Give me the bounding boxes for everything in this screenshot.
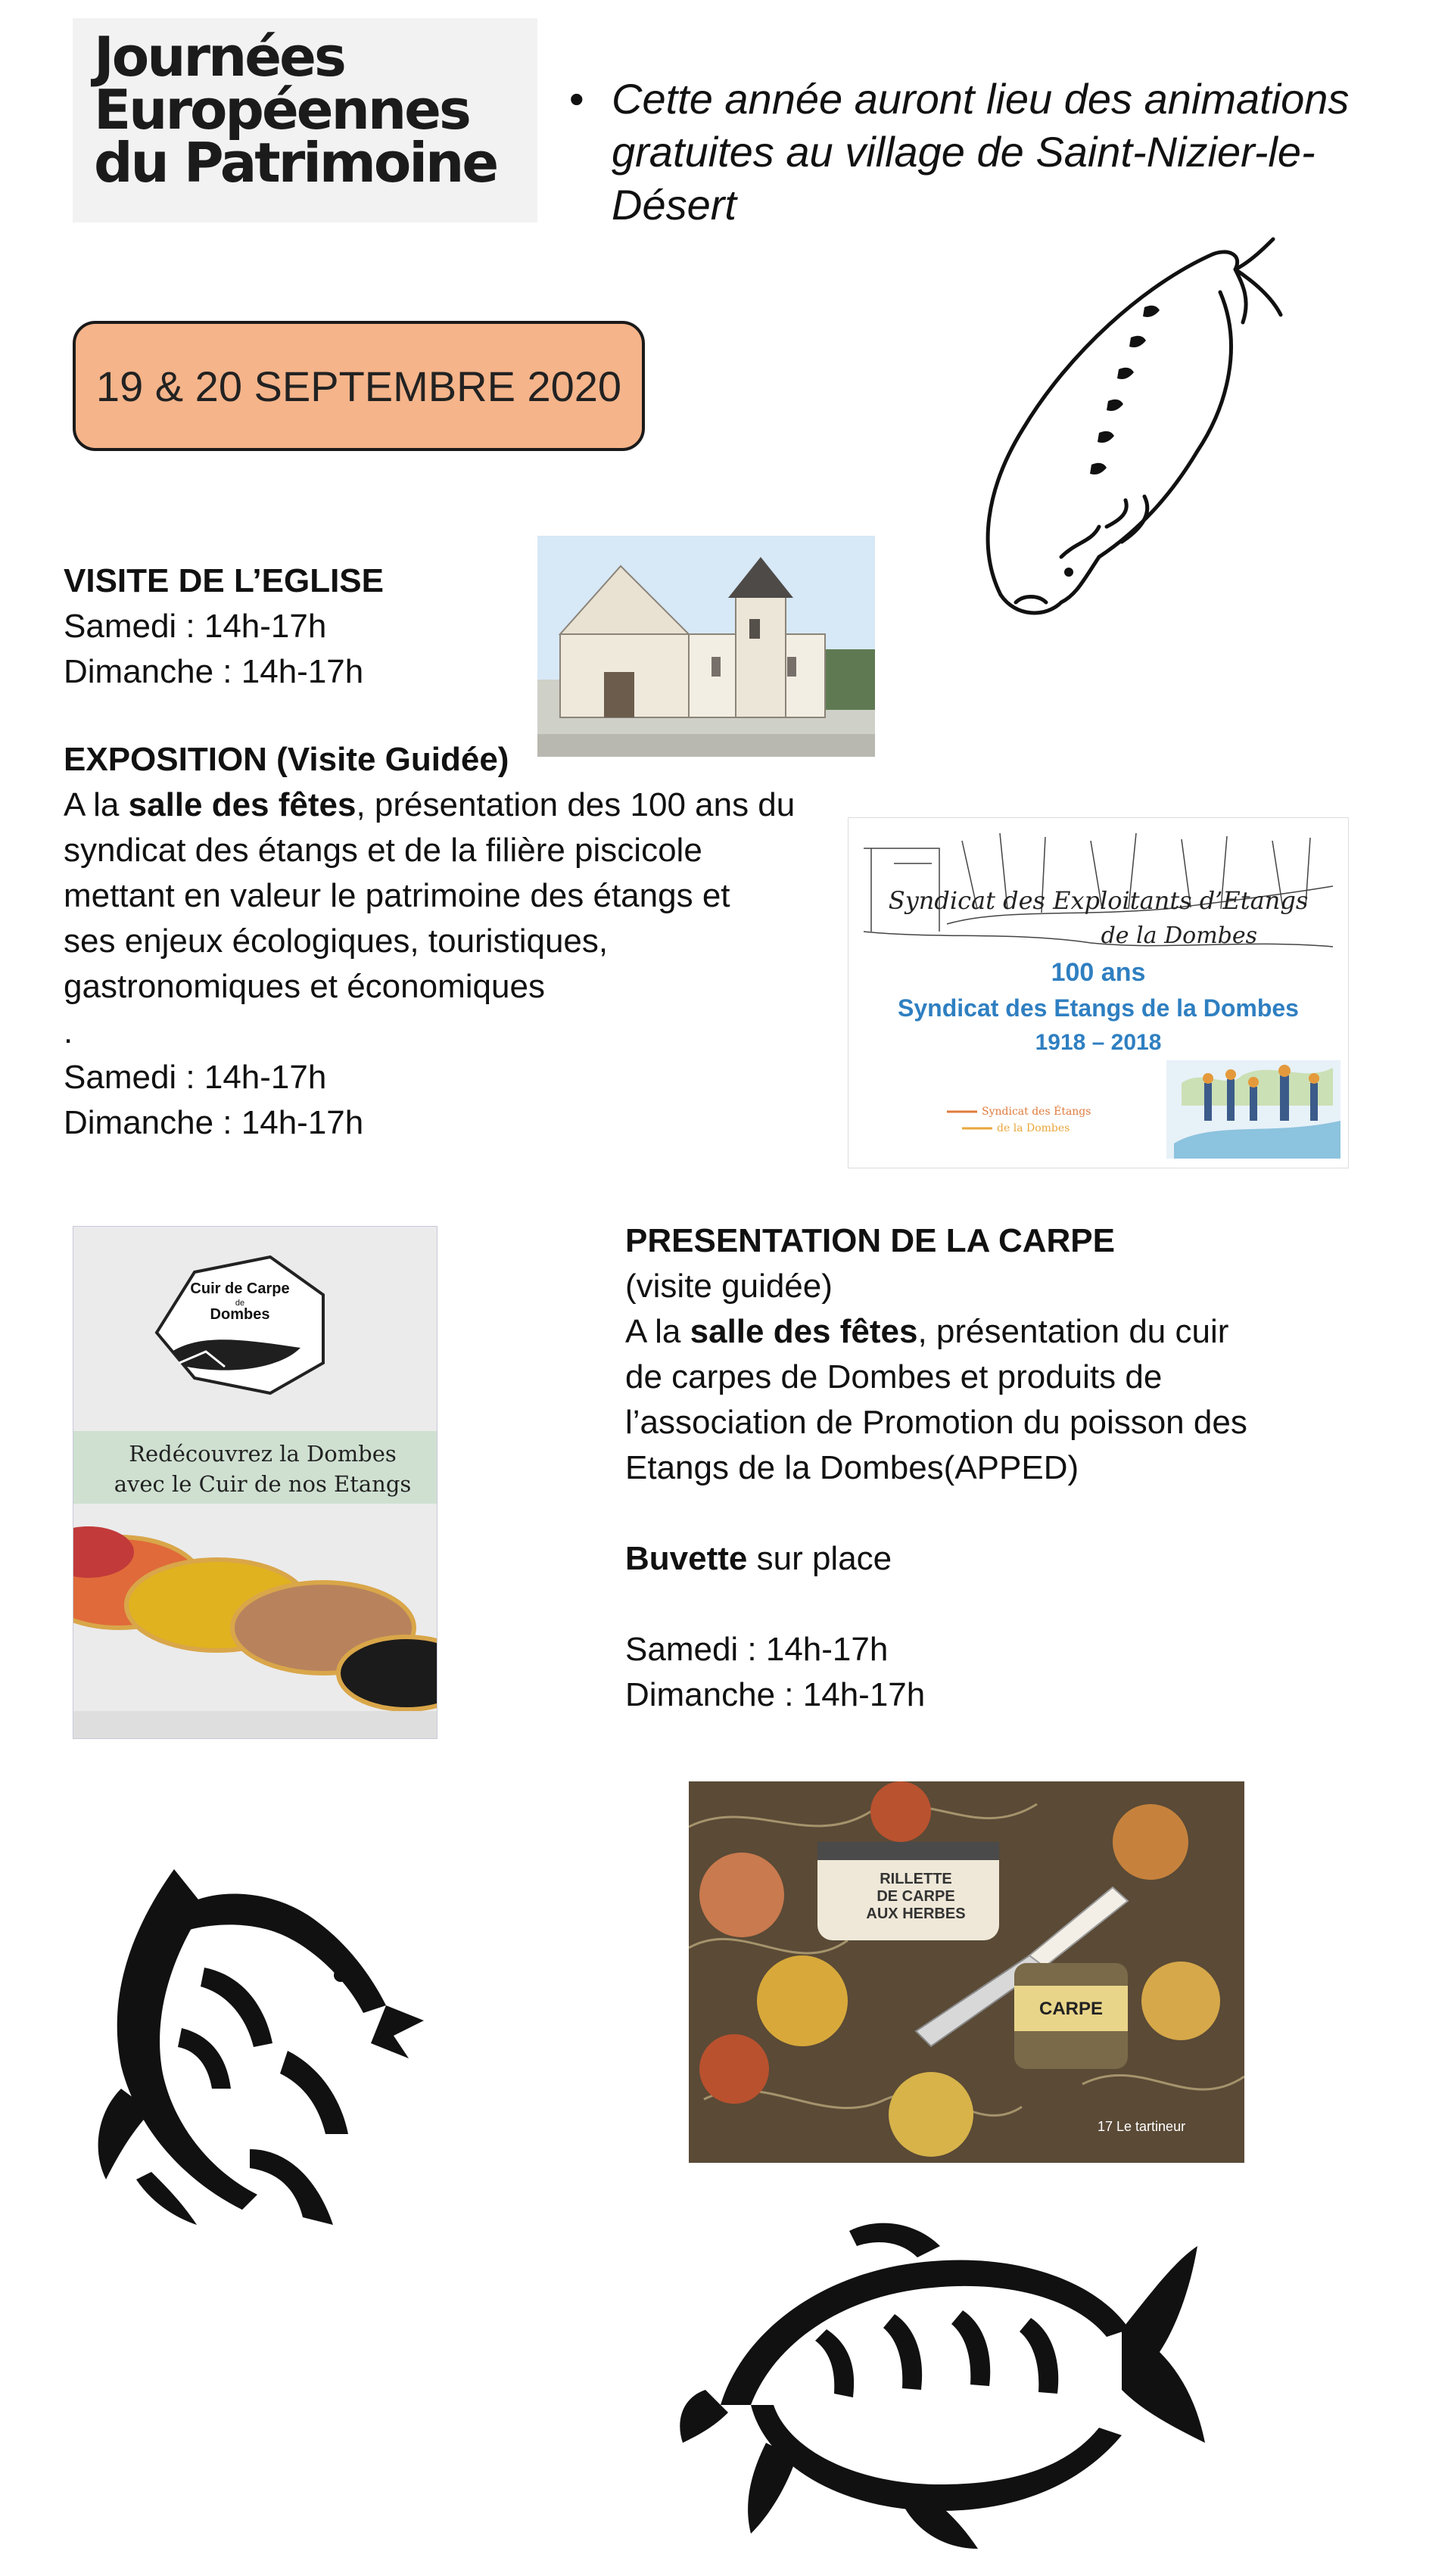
buvette-line [625, 1536, 1382, 1582]
desc-prefix: A la [625, 1313, 690, 1350]
eglise-title: VISITE DE L’EGLISE [64, 562, 384, 599]
syndicat-header-line-2: de la Dombes [1101, 922, 1257, 949]
cuir-caption-line-1: Redécouvrez la Dombes [129, 1441, 397, 1467]
exposition-desc-line-3: mettant en valeur le patrimoine des étangs et [64, 877, 730, 914]
carpe-desc-line-2: de carpes de Dombes et produits de [625, 1358, 1163, 1395]
intro-bullet-item [569, 73, 1409, 232]
desc-prefix: A la [64, 786, 129, 823]
carpe-subtitle: (visite guidée) [625, 1268, 833, 1305]
exposition-title: EXPOSITION (Visite Guidée) [64, 741, 509, 778]
carp-tribal-icon [91, 1862, 439, 2232]
cuir-de-carpe-image [73, 1226, 437, 1739]
exposition-desc-line-4: ses enjeux écologiques, touristiques, [64, 922, 609, 960]
spacer [625, 1491, 1382, 1536]
watercolor-figures [1166, 1060, 1340, 1159]
logo-line-3: du Patrimoine [94, 131, 497, 194]
carp-products-photo [689, 1781, 1244, 2163]
carp-tribal-icon [675, 2216, 1205, 2550]
syndicat-period: 1918 – 2018 [1035, 1030, 1162, 1055]
exposition-desc-line-1 [64, 782, 828, 828]
carpe-saturday-hours: Samedi : 14h-17h [625, 1631, 889, 1668]
carpe-jar [1014, 1963, 1128, 2069]
salle-des-fetes-bold: salle des fêtes [128, 786, 357, 823]
syndicat-name: Syndicat des Etangs de la Dombes [898, 994, 1299, 1022]
badge-line-2: de [235, 1299, 245, 1308]
exposition-desc-line-2: syndicat des étangs et de la filière piscicole [64, 832, 702, 869]
products-corner-caption: 17 Le tartineur [1098, 2119, 1186, 2134]
date-badge: 19 & 20 SEPTEMBRE 2020 [73, 321, 645, 451]
bullet-icon: • [569, 75, 584, 123]
logo-line-1: Journées [94, 25, 344, 89]
carpe-desc-line-1 [625, 1309, 1382, 1355]
rillette-jar [817, 1842, 999, 1940]
syndicat-small-line-2: de la Dombes [997, 1122, 1070, 1134]
exposition-sunday-hours: Dimanche : 14h-17h [64, 1104, 364, 1141]
cuir-caption-line-2: avec le Cuir de nos Etangs [114, 1471, 412, 1497]
badge-line-1: Cuir de Carpe [190, 1280, 290, 1297]
eglise-saturday-hours: Samedi : 14h-17h [64, 608, 327, 645]
buvette-bold: Buvette [625, 1540, 748, 1577]
exposition-desc-line-5: gastronomiques et économiques [64, 968, 545, 1005]
eglise-section [64, 558, 533, 695]
jar-line-1: RILLETTE [880, 1871, 952, 1887]
spacer [625, 1582, 1382, 1627]
jar-line-3: AUX HERBES [866, 1906, 966, 1922]
carpe-title: PRESENTATION DE LA CARPE [625, 1222, 1116, 1259]
church-photo [537, 536, 875, 757]
carpe-desc-line-3: l’association de Promotion du poisson des [625, 1404, 1247, 1441]
carpe-section [625, 1218, 1382, 1718]
buvette-rest: sur place [747, 1540, 892, 1577]
carpe-sunday-hours: Dimanche : 14h-17h [625, 1676, 926, 1713]
exposition-saturday-hours: Samedi : 14h-17h [64, 1059, 327, 1096]
syndicat-years-label: 100 ans [1051, 958, 1146, 987]
desc-line-1-rest: , présentation des 100 ans du [356, 786, 796, 823]
syndicat-header-line-1: Syndicat des Exploitants d’Etangs [888, 886, 1309, 915]
exposition-section [64, 737, 828, 1146]
intro-text: Cette année auront lieu des animations gratuites au village de Saint-Nizier-le-Désert [612, 75, 1350, 229]
desc-line-1-rest: , présentation du cuir [917, 1313, 1229, 1350]
carpe-desc-line-4: Etangs de la Dombes(APPED) [625, 1449, 1079, 1486]
journees-patrimoine-logo [73, 18, 537, 222]
jar-line-2: DE CARPE [877, 1888, 955, 1905]
exposition-dot: . [64, 1013, 73, 1050]
syndicat-small-line-1: Syndicat des Étangs [982, 1106, 1091, 1118]
salle-des-fetes-bold: salle des fêtes [690, 1313, 918, 1350]
carp-line-drawing-icon [970, 239, 1285, 633]
logo-line-2: Européennes [94, 78, 469, 142]
eglise-sunday-hours: Dimanche : 14h-17h [64, 653, 364, 690]
syndicat-100-ans-image [848, 817, 1349, 1168]
badge-line-3: Dombes [210, 1306, 270, 1323]
jar2-label: CARPE [1038, 1999, 1104, 2019]
